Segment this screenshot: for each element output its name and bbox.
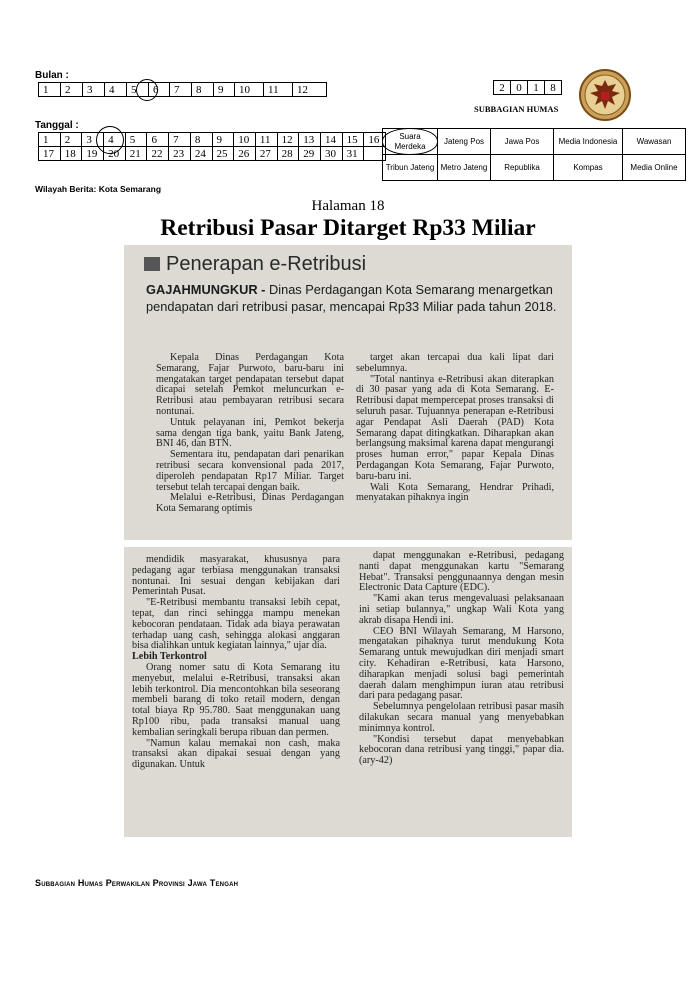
selected-month-circle xyxy=(136,79,158,101)
selected-date-circle xyxy=(96,126,124,154)
date-cell: 28 xyxy=(277,147,299,161)
year-digit-cell: 8 xyxy=(545,81,562,95)
office-label: SUBBAGIAN HUMAS xyxy=(474,104,559,114)
article-lead xyxy=(146,281,566,315)
date-cell: 6 xyxy=(147,133,169,147)
date-cell: 26 xyxy=(234,147,256,161)
tanggal-label: Tanggal : xyxy=(35,120,79,131)
month-cell: 5 xyxy=(127,83,149,97)
clipping-bottom xyxy=(124,547,572,837)
article-column-3 xyxy=(132,555,340,771)
month-cell: 6 xyxy=(149,83,170,97)
media-cell: Jawa Pos xyxy=(491,129,554,155)
date-cell: 14 xyxy=(320,133,342,147)
article-paragraph: Sebelumnya pengelolaan retribusi pasar masih dilakukan secara manual yang menyebabkan minimnya kontrol. xyxy=(359,701,564,734)
article-subhead: Lebih Terkontrol xyxy=(132,651,207,663)
footer: Subbagian Humas Perwakilan Provinsi Jawa Tengah xyxy=(35,878,239,888)
region-label: Wilayah Berita: Kota Semarang xyxy=(35,184,162,194)
kicker-square-icon xyxy=(144,257,160,271)
date-cell: 11 xyxy=(255,133,277,147)
media-cell: Wawasan xyxy=(623,129,686,155)
date-cell: 31 xyxy=(342,147,364,161)
date-cell: 19 xyxy=(82,147,104,161)
dateline: GAJAHMUNGKUR - xyxy=(146,282,266,297)
month-cell: 10 xyxy=(235,83,264,97)
month-cell: 3 xyxy=(83,83,105,97)
media-cell: Tribun Jateng xyxy=(383,155,438,181)
month-cell: 11 xyxy=(264,83,293,97)
date-cell: 8 xyxy=(190,133,212,147)
date-cell: 2 xyxy=(60,133,82,147)
date-cell: 20 xyxy=(104,147,126,161)
article-paragraph: Melalui e-Retribusi, Dinas Perdagangan Kota Semarang optimis xyxy=(156,492,344,515)
lead-text: Dinas Perdagangan Kota Semarang menargetkan pendapatan dari retribusi pasar, mencapai Rp33 Miliar pada tahun 2018. xyxy=(146,282,557,314)
article-column-4 xyxy=(359,551,564,767)
media-cell: Media Indonesia xyxy=(554,129,623,155)
clipping-top xyxy=(124,245,572,540)
article-paragraph: Sementara itu, pendapatan dari penarikan retribusi secara konvensional pada 2017, diperoleh pendapatan Rp17 Miliar. Target tersebut telah tercapai dengan baik. xyxy=(156,449,344,493)
date-cell: 4 xyxy=(104,133,126,147)
article-paragraph: dapat menggunakan e-Retribusi, pedagang nanti dapat menggunakan kartu "Semarang Hebat". Transaksi penggunaannya dengan mesin Electronic Data Capture (EDC). xyxy=(359,550,564,594)
date-cell: 9 xyxy=(212,133,234,147)
date-cell: 15 xyxy=(342,133,364,147)
kicker-text: Penerapan e-Retribusi xyxy=(166,253,367,275)
month-cell: 4 xyxy=(105,83,127,97)
date-cell: 24 xyxy=(190,147,212,161)
article-paragraph: "Namun kalau memakai non cash, maka transaksi akan dipakai sesuai dengan yang digunakan. Untuk xyxy=(132,737,340,771)
date-cell: 30 xyxy=(320,147,342,161)
month-cell: 1 xyxy=(39,83,61,97)
year-digit-cell: 0 xyxy=(511,81,528,95)
month-cell: 12 xyxy=(293,83,327,97)
media-cell: Republika xyxy=(491,155,554,181)
date-cell: 18 xyxy=(60,147,82,161)
month-cell: 8 xyxy=(192,83,214,97)
article-paragraph: "E-Retribusi membantu transaksi lebih cepat, tepat, dan rinci sehingga mampu menekan kebocoran pendataan. Tidak ada biaya perawatan terhadap uang cash, sehingga alokasi anggaran bisa dialihkan untuk kegiatan lainnya," ujar dia. xyxy=(132,597,340,652)
date-cell: 3 xyxy=(82,133,104,147)
media-cell: Jateng Pos xyxy=(438,129,491,155)
month-cell: 2 xyxy=(61,83,83,97)
garuda-emblem-icon xyxy=(578,68,632,122)
date-cell: 25 xyxy=(212,147,234,161)
article-paragraph: "Kami akan terus mengevaluasi pelaksanaan ini setiap bulannya," ungkap Wali Kota yang akrab disapa Hendi ini. xyxy=(359,593,564,626)
headline: Retribusi Pasar Ditarget Rp33 Miliar xyxy=(160,215,536,241)
article-paragraph: mendidik masyarakat, khususnya para pedagang agar terbiasa menggunakan transaksi nontunai. Ini sesuai dengan kebijakan dari Pemerintah Pusat. xyxy=(132,554,340,598)
page-number: Halaman 18 xyxy=(311,198,385,214)
article-paragraph: "Total nantinya e-Retribusi akan diterapkan di 30 pasar yang ada di Kota Semarang. E-Retribusi dapat mempercepat proses transaksi di seluruh pasar. Tujuannya penerapan e-Retribusi agar Pendapat Asli Daerah (PAD) Kota Semarang dapat ditingkatkan. Diharapkan akan berlangsung maksimal karena dapat mengurangi proses human error," papar Kepala Dinas Perdagangan Kota Semarang, Fajar Purwoto, baru-baru ini. xyxy=(356,373,554,482)
media-cell: Metro Jateng xyxy=(438,155,491,181)
date-cell: 23 xyxy=(169,147,191,161)
month-cell: 9 xyxy=(214,83,235,97)
article-paragraph: Kepala Dinas Perdagangan Kota Semarang, Fajar Purwoto, baru-baru ini mengatakan target pendapatan tersebut dapat dicapai setelah Pemkot meluncurkan e-Retribusi atau pembayaran retribusi secara nontunai. xyxy=(156,352,344,417)
media-cell: Kompas xyxy=(554,155,623,181)
article-column-2 xyxy=(356,353,554,504)
media-cell: Media Online xyxy=(623,155,686,181)
article-paragraph: CEO BNI Wilayah Semarang, M Harsono, mengatakan pihaknya turut mendukung Kota Semarang untuk mewujudkan diri menjadi smart city. Kehadiran e-Retribusi, kata Harsono, diharapkan menjadi solusi bagi pemerintah daerah dalam menghimpun iuran atau retribusi dari para pedagang pasar. xyxy=(359,625,564,702)
article-paragraph: "Kondisi tersebut dapat menyebabkan kebocoran dana retribusi yang tinggi," papar dia. (ary-42) xyxy=(359,733,564,767)
month-grid xyxy=(38,82,327,97)
month-cell: 7 xyxy=(170,83,192,97)
article-paragraph: target akan tercapai dua kali lipat dari sebelumnya. xyxy=(356,352,554,374)
bulan-label: Bulan : xyxy=(35,70,69,81)
date-cell: 13 xyxy=(299,133,321,147)
article-kicker xyxy=(144,253,366,276)
date-cell: 1 xyxy=(39,133,61,147)
article-paragraph: Orang nomer satu di Kota Semarang itu menyebut, melalui e-Retribusi, transaksi akan lebih terkontrol. Dia mencontohkan bila seseorang membeli barang di toko retail modern, dengan total biaya Rp 95.780. Saat menggunakan uang Rp100 ribu, pada transaksi manual uang kembalian seringkali berupa ribuan dan permen. xyxy=(132,661,340,738)
date-cell: 12 xyxy=(277,133,299,147)
media-cell: Suara Merdeka xyxy=(383,129,438,155)
date-cell: 10 xyxy=(234,133,256,147)
date-cell: 29 xyxy=(299,147,321,161)
article-paragraph: Untuk pelayanan ini, Pemkot bekerja sama dengan tiga bank, yaitu Bank Jateng, BNI 46, dan BTN. xyxy=(156,416,344,450)
article-column-1 xyxy=(156,353,344,515)
selected-media-circle xyxy=(382,128,438,155)
date-cell: 7 xyxy=(169,133,191,147)
date-grid xyxy=(38,132,386,161)
date-cell: 27 xyxy=(255,147,277,161)
date-cell: 5 xyxy=(125,133,147,147)
date-cell: 16 xyxy=(364,133,386,147)
article-paragraph: Wali Kota Semarang, Hendrar Prihadi, menyatakan pihaknya ingin xyxy=(356,481,554,504)
date-cell: 22 xyxy=(147,147,169,161)
year-digit-cell: 2 xyxy=(494,81,511,95)
date-cell: 21 xyxy=(125,147,147,161)
date-cell: 17 xyxy=(39,147,61,161)
year-digit-cell: 1 xyxy=(528,81,545,95)
year-box xyxy=(493,80,562,95)
